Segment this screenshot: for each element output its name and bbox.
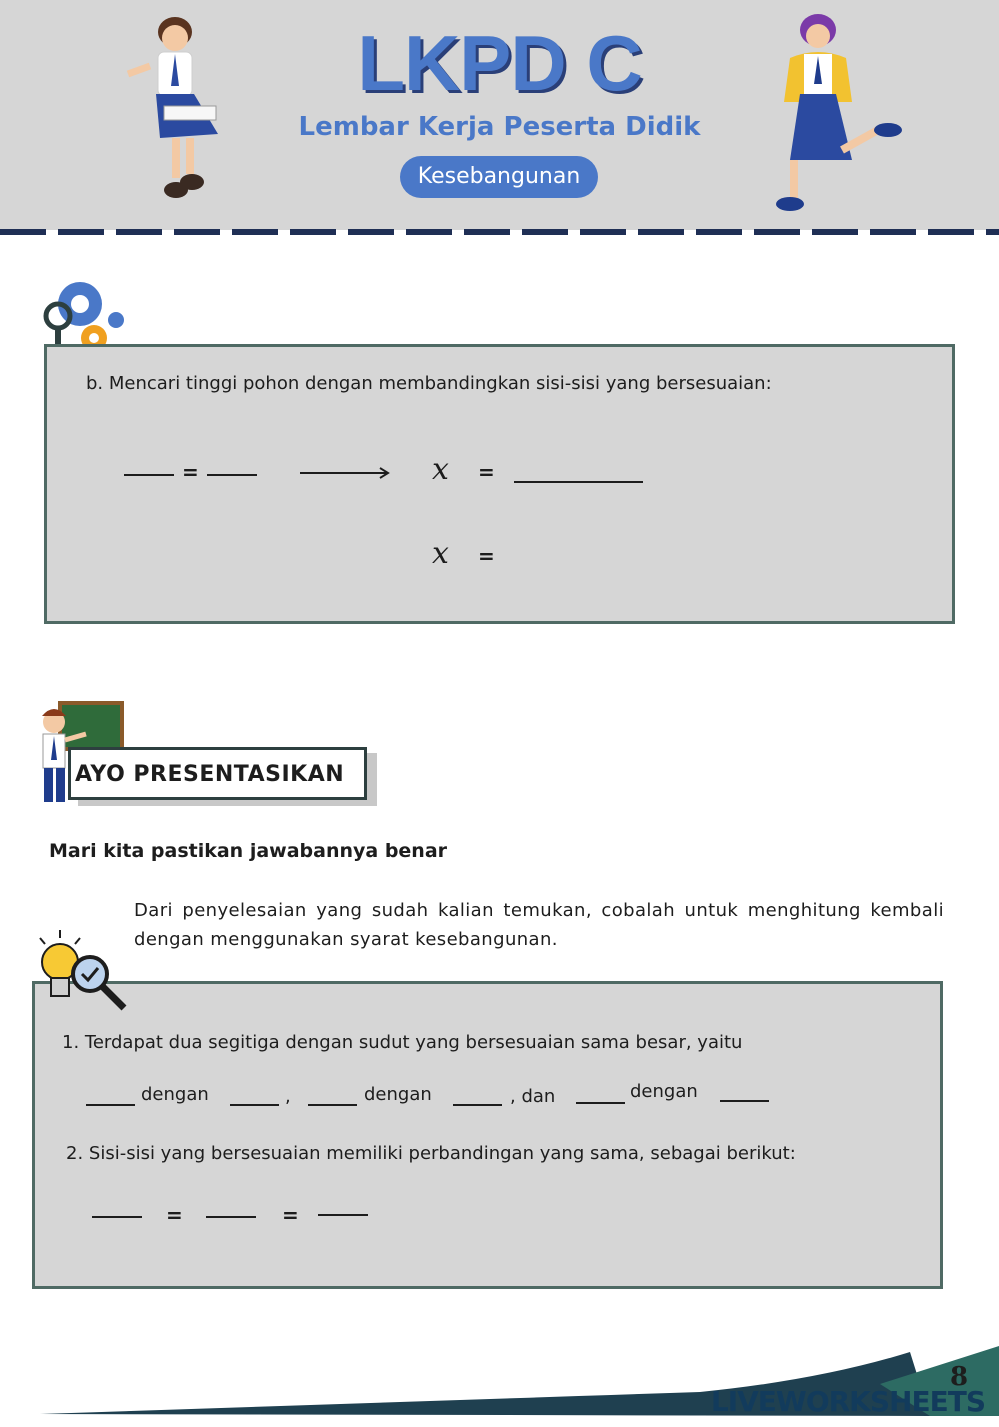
- dengan-label-2: dengan: [364, 1084, 432, 1105]
- dan-label: , dan: [510, 1086, 556, 1107]
- angle-blank-1b[interactable]: [230, 1104, 279, 1106]
- arrow-right-icon: [298, 464, 392, 480]
- page-title: LKPD C: [357, 19, 642, 107]
- side-eq-sign-1: =: [166, 1203, 183, 1227]
- variable-x-1: x: [432, 452, 449, 487]
- dengan-label-3: dengan: [630, 1081, 698, 1102]
- side-eq-sign-2: =: [282, 1203, 299, 1227]
- header-dashed-divider: [0, 229, 999, 235]
- side-ratio-blank-3[interactable]: [318, 1214, 368, 1216]
- lightbulb-magnifier-icon: [30, 926, 130, 1016]
- student-girl-reading: [120, 14, 230, 214]
- angle-blank-3b[interactable]: [720, 1100, 769, 1102]
- side-ratio-blank-1[interactable]: [92, 1216, 142, 1218]
- angle-blank-1a[interactable]: [86, 1104, 135, 1106]
- dengan-label-1: dengan: [141, 1084, 209, 1105]
- x-eq-sign-2: =: [478, 544, 495, 568]
- ratio-blank-1[interactable]: [124, 474, 174, 476]
- section-b-instruction: b. Mencari tinggi pohon dengan membandingkan sisi-sisi yang bersesuaian:: [86, 373, 772, 394]
- side-ratio-blank-2[interactable]: [206, 1216, 256, 1218]
- liveworksheets-logo[interactable]: LIVEWORKSHEETS: [710, 1385, 985, 1418]
- item-2-text: 2. Sisi-sisi yang bersesuaian memiliki perbandingan yang sama, sebagai berikut:: [66, 1143, 796, 1164]
- page-subtitle: Lembar Kerja Peserta Didik: [298, 112, 701, 142]
- ratio-blank-2[interactable]: [207, 474, 257, 476]
- student-girl-running: [760, 10, 910, 215]
- page-number: 8: [950, 1362, 969, 1392]
- topic-badge: Kesebangunan: [400, 156, 598, 198]
- angle-blank-2b[interactable]: [453, 1104, 502, 1106]
- x-eq-sign-1: =: [478, 460, 495, 484]
- ratio-eq-sign: =: [182, 460, 199, 484]
- angle-blank-2a[interactable]: [308, 1104, 357, 1106]
- presentation-heading: Mari kita pastikan jawabannya benar: [49, 840, 448, 862]
- verification-box: [32, 981, 943, 1289]
- variable-x-2: x: [432, 536, 449, 571]
- comma-label: ,: [285, 1086, 291, 1107]
- badge-label: AYO PRESENTASIKAN: [75, 762, 345, 787]
- x-answer-blank[interactable]: [514, 481, 643, 483]
- item-1-text: 1. Terdapat dua segitiga dengan sudut yang bersesuaian sama besar, yaitu: [62, 1032, 743, 1053]
- angle-blank-3a[interactable]: [576, 1102, 625, 1104]
- presentation-paragraph: Dari penyelesaian yang sudah kalian temukan, cobalah untuk menghitung kembali dengan menggunakan syarat kesebangunan.: [134, 900, 944, 950]
- ayo-presentasikan-badge: [68, 747, 367, 800]
